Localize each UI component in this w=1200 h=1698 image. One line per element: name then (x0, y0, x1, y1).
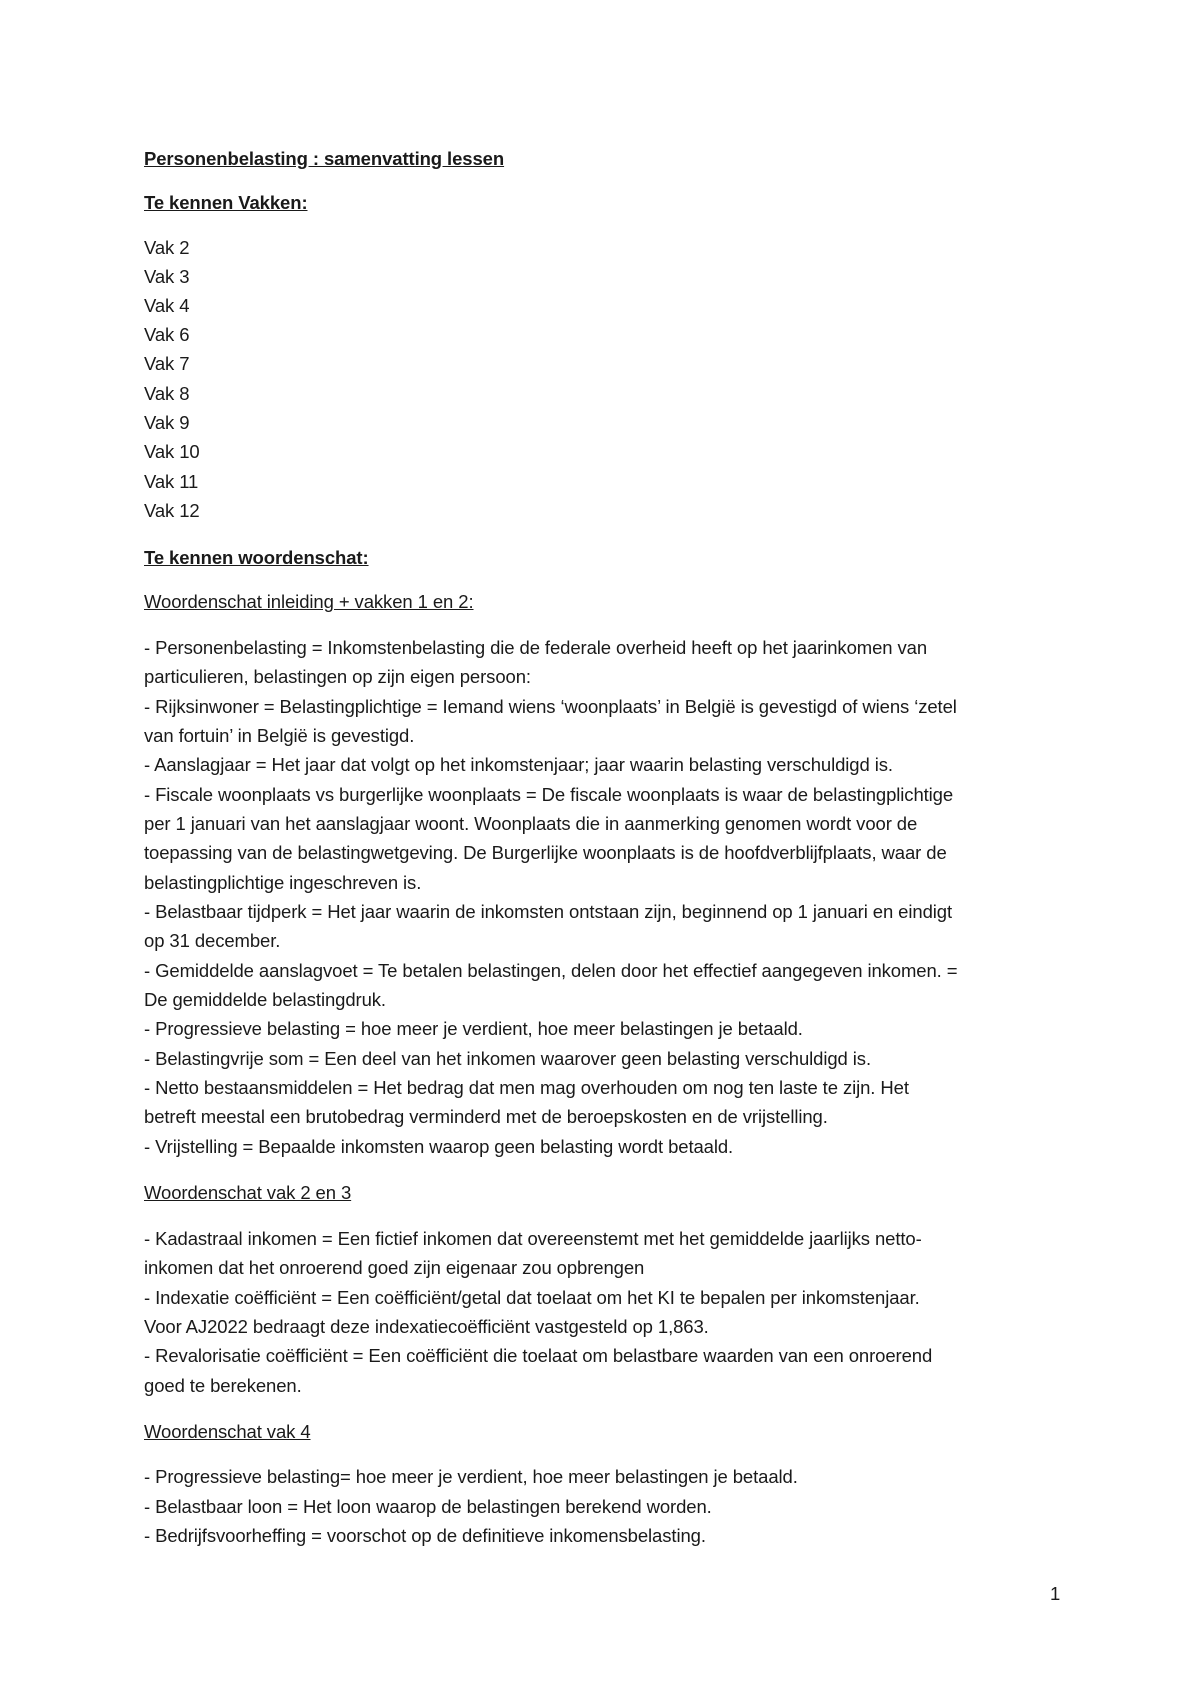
definition-line: - Fiscale woonplaats vs burgerlijke woonplaats = De fiscale woonplaats is waar de belastingplichtige (144, 784, 954, 805)
vak-item: Vak 2 (144, 237, 190, 258)
definition-line: - Personenbelasting = Inkomstenbelasting die de federale overheid heeft op het jaarinkomen van (144, 637, 928, 658)
definition-line: op 31 december. (144, 930, 281, 951)
definition-line: betreft meestal een brutobedrag verminderd met de beroepskosten en de vrijstelling. (144, 1106, 828, 1127)
definition-line: - Progressieve belasting= hoe meer je verdient, hoe meer belastingen je betaald. (144, 1466, 798, 1487)
definition-line: inkomen dat het onroerend goed zijn eigenaar zou opbrengen (144, 1257, 645, 1278)
section-subheading: Woordenschat vak 2 en 3 (144, 1182, 352, 1203)
vak-item: Vak 4 (144, 295, 190, 316)
definition-line: belastingplichtige ingeschreven is. (144, 872, 422, 893)
definition-line: De gemiddelde belastingdruk. (144, 989, 386, 1010)
definition-line: - Aanslagjaar = Het jaar dat volgt op het inkomstenjaar; jaar waarin belasting verschuldigd is. (144, 754, 893, 775)
vak-item: Vak 10 (144, 441, 200, 462)
definition-line: - Belastbaar loon = Het loon waarop de belastingen berekend worden. (144, 1496, 712, 1517)
definition-line: - Kadastraal inkomen = Een fictief inkomen dat overeenstemt met het gemiddelde jaarlijks netto- (144, 1228, 922, 1249)
definition-line: - Belastbaar tijdperk = Het jaar waarin de inkomsten ontstaan zijn, beginnend op 1 januari en eindigt (144, 901, 953, 922)
definition-line: toepassing van de belastingwetgeving. De Burgerlijke woonplaats is de hoofdverblijfplaats, waar de (144, 842, 947, 863)
vak-item: Vak 9 (144, 412, 190, 433)
vak-item: Vak 12 (144, 500, 200, 521)
definition-line: - Gemiddelde aanslagvoet = Te betalen belastingen, delen door het effectief aangegeven inkomen. = (144, 960, 958, 981)
definition-line: particulieren, belastingen op zijn eigen persoon: (144, 666, 531, 687)
definition-line: - Belastingvrije som = Een deel van het inkomen waarover geen belasting verschuldigd is. (144, 1048, 871, 1069)
vak-item: Vak 3 (144, 266, 190, 287)
section-subheading: Woordenschat vak 4 (144, 1421, 311, 1442)
definition-line: Voor AJ2022 bedraagt deze indexatiecoëfficiënt vastgesteld op 1,863. (144, 1316, 709, 1337)
definition-line: - Progressieve belasting = hoe meer je verdient, hoe meer belastingen je betaald. (144, 1018, 803, 1039)
definition-line: - Vrijstelling = Bepaalde inkomsten waarop geen belasting wordt betaald. (144, 1136, 734, 1157)
definition-line: van fortuin’ in België is gevestigd. (144, 725, 415, 746)
vak-item: Vak 6 (144, 324, 190, 345)
definition-line: - Revalorisatie coëfficiënt = Een coëfficiënt die toelaat om belastbare waarden van een onroerend (144, 1345, 933, 1366)
vak-item: Vak 7 (144, 353, 190, 374)
vak-item: Vak 11 (144, 471, 199, 492)
definition-line: per 1 januari van het aanslagjaar woont. Woonplaats die in aanmerking genomen wordt voor de (144, 813, 918, 834)
woordenschat-heading: Te kennen woordenschat: (144, 547, 369, 568)
definition-line: - Indexatie coëfficiënt = Een coëfficiënt/getal dat toelaat om het KI te bepalen per inkomstenjaar. (144, 1287, 920, 1308)
vakken-heading: Te kennen Vakken: (144, 192, 308, 213)
definition-line: - Bedrijfsvoorheffing = voorschot op de definitieve inkomensbelasting. (144, 1525, 706, 1546)
definition-line: - Netto bestaansmiddelen = Het bedrag dat men mag overhouden om nog ten laste te zijn. Het (144, 1077, 909, 1098)
vak-item: Vak 8 (144, 383, 190, 404)
document-title: Personenbelasting : samenvatting lessen (144, 148, 505, 169)
page-number: 1 (1050, 1583, 1061, 1604)
definition-line: goed te berekenen. (144, 1375, 302, 1396)
section-subheading: Woordenschat inleiding + vakken 1 en 2: (144, 591, 474, 612)
definition-line: - Rijksinwoner = Belastingplichtige = Iemand wiens ‘woonplaats’ in België is gevestigd of wiens ‘zetel (144, 696, 957, 717)
